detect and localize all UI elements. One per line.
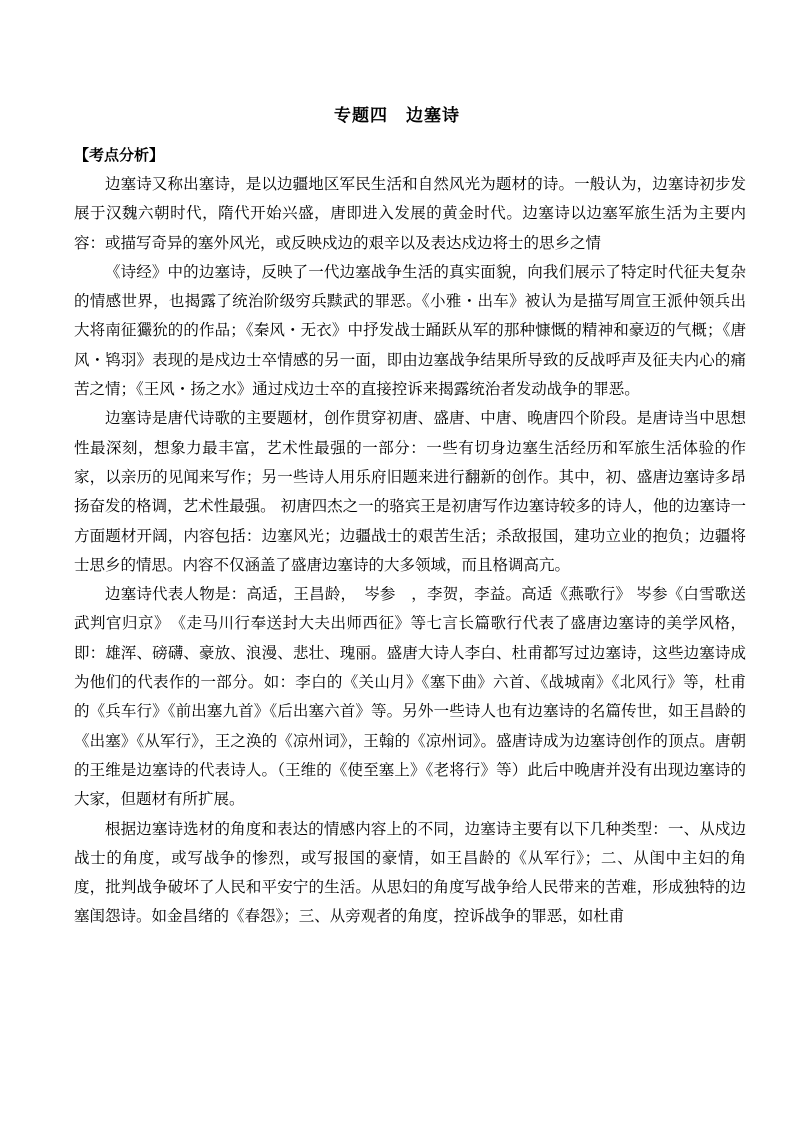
paragraph-4: 边塞诗代表人物是：高适，王昌龄， 岑参 ，李贺，李益。高适《燕歌行》 岑参《白雪歌送武判官归京》 《走马川行奉送封大夫出师西征》等七言长篇歌行代表了盛唐边塞诗的美学风格，即：雄浑、磅礴、豪放、浪漫、悲壮、瑰丽。盛唐大诗人李白、杜甫都写过边塞诗，这些边塞诗成为他们的代表作的一部分。如：李白的《关山月》《塞下曲》六首、《战城南》《北风行》等，杜甫的《兵车行》《前出塞九首》《后出塞六首》等。另外一些诗人也有边塞诗的名篇传世，如王昌龄的《出塞》《从军行》，王之涣的《凉州词》，王翰的《凉州词》。盛唐诗成为边塞诗创作的顶点。唐朝的王维是边塞诗的代表诗人。（王维的《使至塞上》《老将行》等）此后中晚唐并没有出现边塞诗的大家，但题材有所扩展。 [74,585,746,809]
page-title: 专题四 边塞诗 [334,106,460,126]
paragraph-2: 《诗经》中的边塞诗，反映了一代边塞战争生活的真实面貌，向我们展示了特定时代征夫复杂的情感世界，也揭露了统治阶级穷兵黩武的罪恶。《小雅・出车》被认为是描写周宣王派仲领兵出大将南征玁狁的的作品；《秦风・无衣》中抒发战士踊跃从军的那种慷慨的精神和豪迈的气概；《唐风・鸨羽》表现的是戍边士卒情感的另一面，即由边塞战争结果所导致的反战呼声及征夫内心的痛苦之情；《王风・扬之水》通过戍边士卒的直接控诉来揭露统治者发动战争的罪恶。 [74,262,746,399]
section-heading: 【考点分析】 [74,146,165,164]
paragraph-1: 边塞诗又称出塞诗，是以边疆地区军民生活和自然风光为题材的诗。一般认为，边塞诗初步发展于汉魏六朝时代，隋代开始兴盛，唐即进入发展的黄金时代。边塞诗以边塞军旅生活为主要内容：或描写奇异的塞外风光，或反映戍边的艰辛以及表达戍边将士的思乡之情 [74,175,746,252]
body-text [74,170,746,932]
paragraph-5: 根据边塞诗选材的角度和表达的情感内容上的不同，边塞诗主要有以下几种类型：一、从戍边战士的角度，或写战争的惨烈，或写报国的豪情，如王昌龄的《从军行》；二、从闺中主妇的角度，批判战争破坏了人民和平安宁的生活。从思妇的角度写战争给人民带来的苦难，形成独特的边塞闺怨诗。如金昌绪的《春怨》；三、从旁观者的角度，控诉战争的罪恶，如杜甫 [74,819,746,926]
paragraph-3: 边塞诗是唐代诗歌的主要题材，创作贯穿初唐、盛唐、中唐、晚唐四个阶段。是唐诗当中思想性最深刻，想象力最丰富，艺术性最强的一部分：一些有切身边塞生活经历和军旅生活体验的作家，以亲历的见闻来写作；另一些诗人用乐府旧题来进行翻新的创作。其中，初、盛唐边塞诗多昂扬奋发的格调，艺术性最强。 初唐四杰之一的骆宾王是初唐写作边塞诗较多的诗人，他的边塞诗一方面题材开阔，内容包括：边塞风光；边疆战士的艰苦生活；杀敌报国，建功立业的抱负；边疆将士思乡的情思。内容不仅涵盖了盛唐边塞诗的大多领域，而且格调高亢。 [74,409,746,574]
